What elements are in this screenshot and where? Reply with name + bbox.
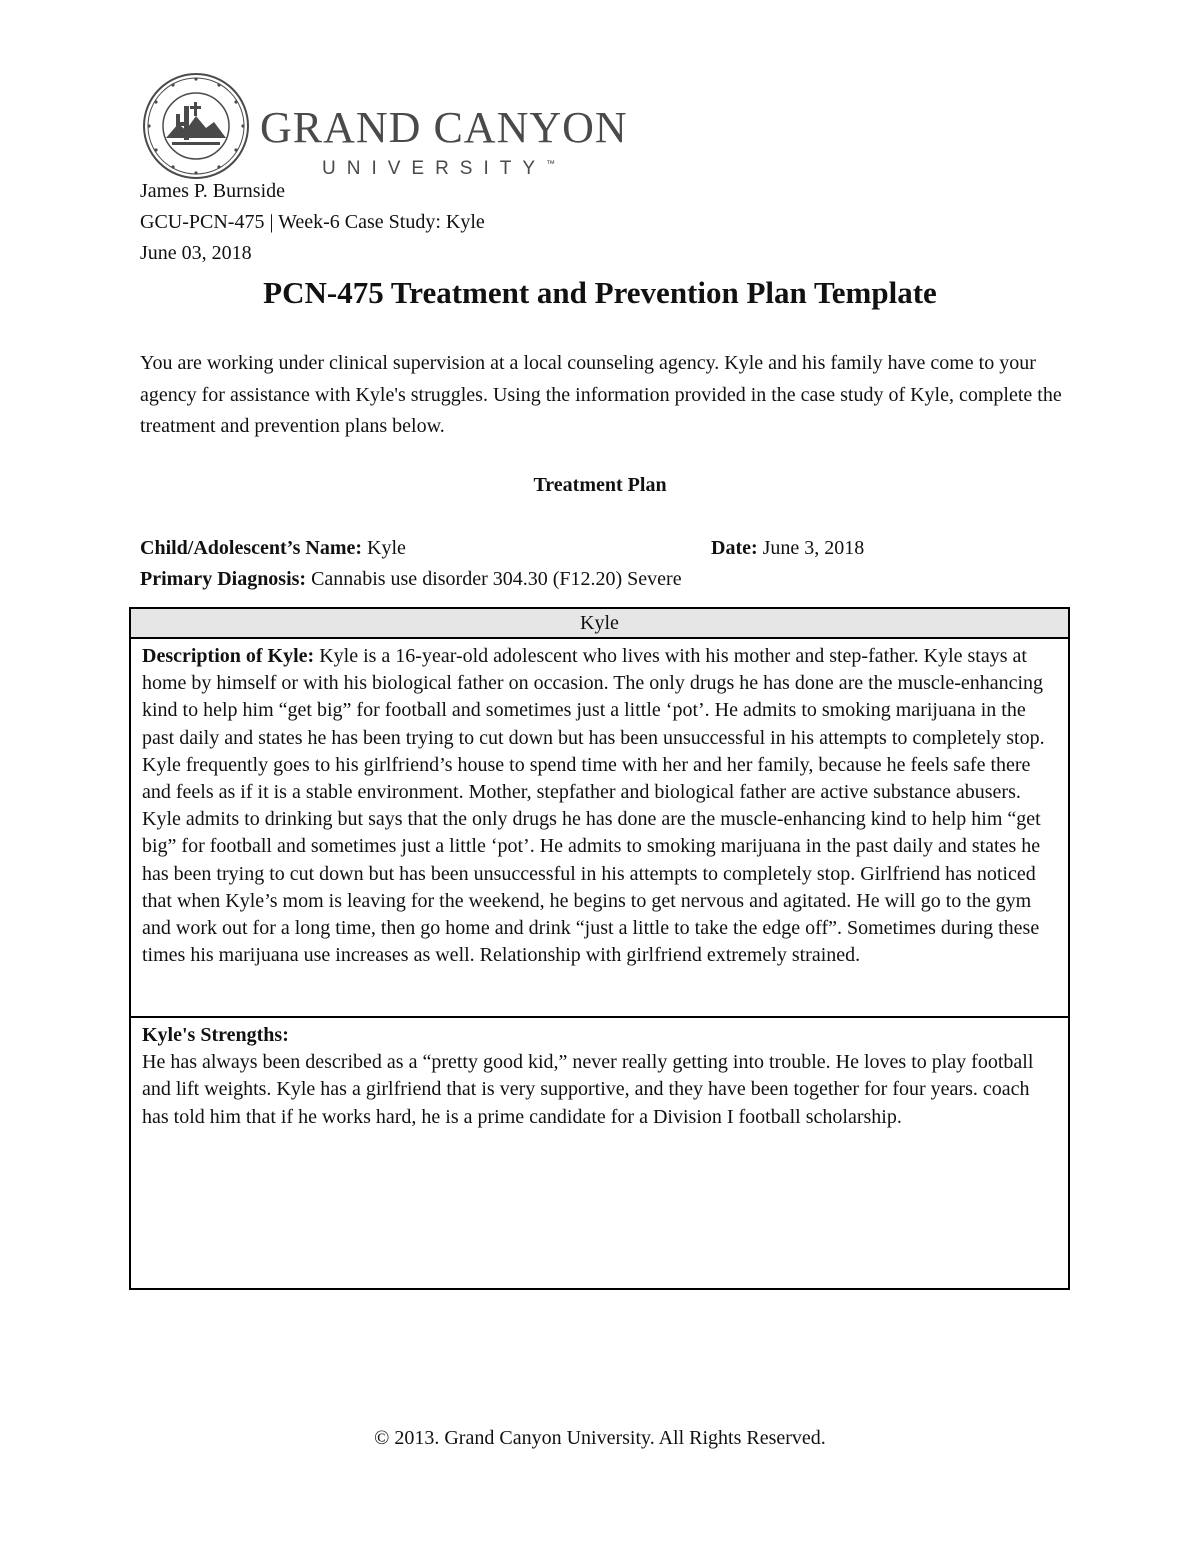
gcu-logo	[142, 72, 628, 184]
diagnosis-label: Primary Diagnosis:	[140, 568, 307, 590]
name-field	[140, 536, 406, 560]
copyright-footer: © 2013. Grand Canyon University. All Rights Reserved.	[374, 1427, 826, 1449]
date-value: June 3, 2018	[757, 537, 865, 559]
university-seal-icon	[142, 72, 250, 180]
diagnosis-value: Cannabis use disorder 304.30 (F12.20) Severe	[306, 568, 682, 590]
name-value: Kyle	[362, 537, 406, 559]
section-title: Treatment Plan	[533, 474, 667, 496]
logo-wordmark	[260, 103, 628, 180]
date-field	[711, 536, 864, 560]
intro-paragraph: You are working under clinical supervision at a local counseling agency. Kyle and his family have come to your agency for assistance with Kyle's struggles. Using the information provided in the case study of Kyle, complete the treatment and prevention plans below.	[140, 352, 1062, 437]
trademark-symbol: ™	[546, 158, 556, 169]
description-cell	[131, 639, 1068, 1018]
description-text: Kyle is a 16-year-old adolescent who lives with his mother and step-father. Kyle stays at home by himself or with his biological father on occasion. The only drugs he has done are the muscle-enhancing kind to help him “get big” for football and sometimes just a little ‘pot’. He admits to smoking marijuana in the past daily and states he has been trying to cut down but has been unsuccessful in his attempts to completely stop. Kyle frequently goes to his girlfriend’s house to spend time with her and her family, because he feels safe there and feels as if it is a stable environment. Mother, stepfather and biological father are active substance abusers. Kyle admits to drinking but says that the only drugs he has done are the muscle-enhancing kind to help him “get big” for football and sometimes just a little ‘pot’. He admits to smoking marijuana in the past daily and states he has been trying to cut down but has been unsuccessful in his attempts to completely stop. Girlfriend has noticed that when Kyle’s mom is leaving for the weekend, he begins to get nervous and agitated. He will go to the gym and work out for a long time, then go home and drink “just a little to take the edge off”. Sometimes during these times his marijuana use increases as well. Relationship with girlfriend extremely strained.	[142, 645, 1045, 967]
header-date: June 03, 2018	[140, 242, 252, 264]
page-title: PCN-475 Treatment and Prevention Plan Template	[263, 275, 937, 310]
author-name: James P. Burnside	[140, 180, 285, 202]
strengths-text: He has always been described as a “pretty good kid,” never really getting into trouble. He loves to play football and lift weights. Kyle has a girlfriend that is very supportive, and they have been together for four years. coach has told him that if he works hard, he is a prime candidate for a Division I football scholarship.	[142, 1051, 1034, 1128]
name-label: Child/Adolescent’s Name:	[140, 537, 363, 559]
treatment-table	[129, 607, 1070, 1290]
strengths-cell	[131, 1018, 1068, 1131]
course-line: GCU-PCN-475 | Week-6 Case Study: Kyle	[140, 211, 485, 233]
strengths-label: Kyle's Strengths:	[142, 1024, 289, 1046]
description-label: Description of Kyle:	[142, 645, 315, 667]
logo-line2	[322, 158, 628, 180]
logo-line2-text: UNIVERSITY	[322, 158, 547, 179]
table-header: Kyle	[131, 609, 1068, 639]
date-label: Date:	[711, 537, 758, 559]
logo-line1: GRAND CANYON	[260, 103, 628, 152]
diagnosis-field	[140, 567, 682, 591]
